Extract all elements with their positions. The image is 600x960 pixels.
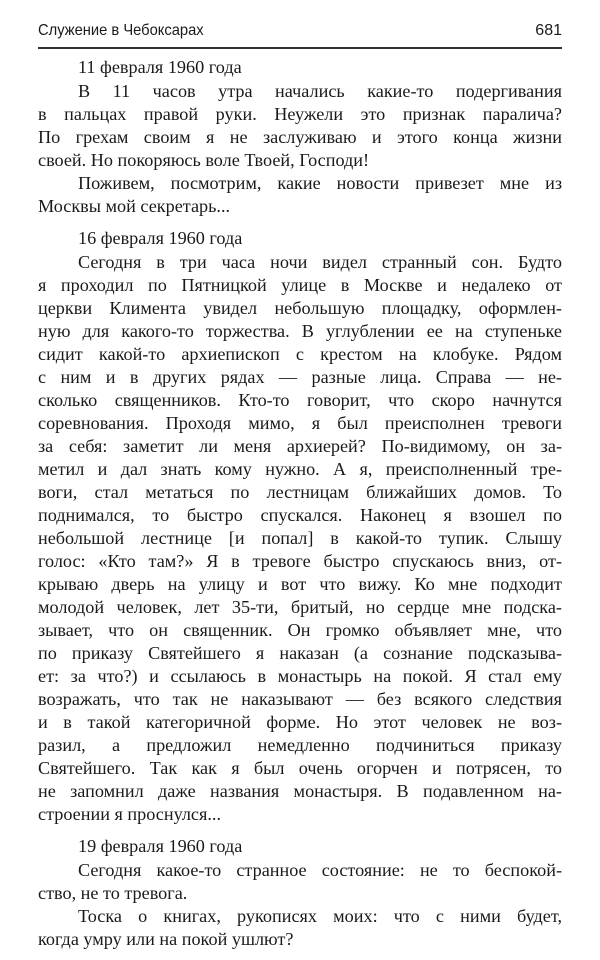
text-line: молодой человек, лет 35-ти, бритый, но сердце мне подска- [38, 597, 562, 617]
text-line: метил и дал знать кому нужно. А я, преисполненный тре- [38, 459, 562, 479]
header-rule [38, 47, 562, 49]
text-line: не запомнил даже названия монастыря. В подавленном на- [38, 781, 562, 801]
text-line: зывает, что он священник. Он громко объявляет мне, что [38, 620, 562, 640]
text-line: По грехам своим я не заслуживаю и этого конца жизни [38, 127, 562, 147]
text-line: воги, стал метаться по лестницам ближайших домов. То [38, 482, 562, 502]
text-line: по приказу Святейшего я наказан (а сознание подсказыва- [38, 643, 562, 663]
text-line: Сегодня в три часа ночи видел странный сон. Будто [78, 252, 562, 272]
text-line: своей. Но покоряюсь воле Твоей, Господи! [38, 150, 370, 170]
text-line: ную для какого-то торжества. В углублении ее на ступеньке [38, 321, 562, 341]
text-line: поднимался, то быстро спускался. Наконец я взошел по [38, 505, 562, 525]
text-line: строении я проснулся... [38, 804, 222, 824]
text-line: сколько священников. Кто-то говорит, что скоро начнутся [38, 390, 562, 410]
text-line: когда умру или на покой ушлют? [38, 929, 294, 949]
text-line: возражать, что так не наказывают — без всякого следствия [38, 689, 562, 709]
text-line: соревнования. Проходя мимо, я был преисполнен тревоги [38, 413, 562, 433]
text-line: Москвы мой секретарь... [38, 196, 231, 216]
entry-date: 19 февраля 1960 года [78, 836, 243, 856]
entry-date: 11 февраля 1960 года [78, 57, 242, 77]
text-line: Сегодня какое-то странное состояние: не то беспокой- [78, 860, 562, 880]
header-title: Служение в Чебоксарах [38, 22, 204, 39]
text-line: церкви Климента увидел небольшую площадку, оформлен- [38, 298, 562, 318]
text-line: голос: «Кто там?» Я в тревоге быстро спускаюсь вниз, от- [38, 551, 562, 571]
text-line: Святейшего. Так как я был очень огорчен и потрясен, то [38, 758, 562, 778]
text-line: разил, а предложил немедленно подчиниться приказу [38, 735, 562, 755]
text-line: крываю дверь на улицу и вот что вижу. Ко мне подходит [38, 574, 562, 594]
text-line: я проходил по Пятницкой улице в Москве и недалеко от [38, 275, 562, 295]
text-line: В 11 часов утра начались какие-то подергивания [78, 81, 562, 101]
text-line: за себя: заметит ли меня архиерей? По-видимому, он за- [38, 436, 562, 456]
text-line: ство, не то тревога. [38, 883, 188, 903]
text-line: Поживем, посмотрим, какие новости привезет мне из [78, 173, 562, 193]
text-line: ет: за что?) и ссылаюсь в монастырь на покой. Я стал ему [38, 666, 562, 686]
text-line: и в такой категоричной форме. Но этот человек не воз- [38, 712, 562, 732]
text-line: сидит какой-то архиепископ с крестом на клобуке. Рядом [38, 344, 562, 364]
text-line: Тоска о книгах, рукописях моих: что с ними будет, [78, 906, 562, 926]
text-line: в пальцах правой руки. Неужели это признак паралича? [38, 104, 562, 124]
entry-date: 16 февраля 1960 года [78, 228, 243, 248]
page-number: 681 [535, 22, 562, 39]
text-line: с ним и в других рядах — разные лица. Справа — не- [38, 367, 562, 387]
text-line: небольшой лестнице [и попал] в какой-то тупик. Слышу [38, 528, 562, 548]
